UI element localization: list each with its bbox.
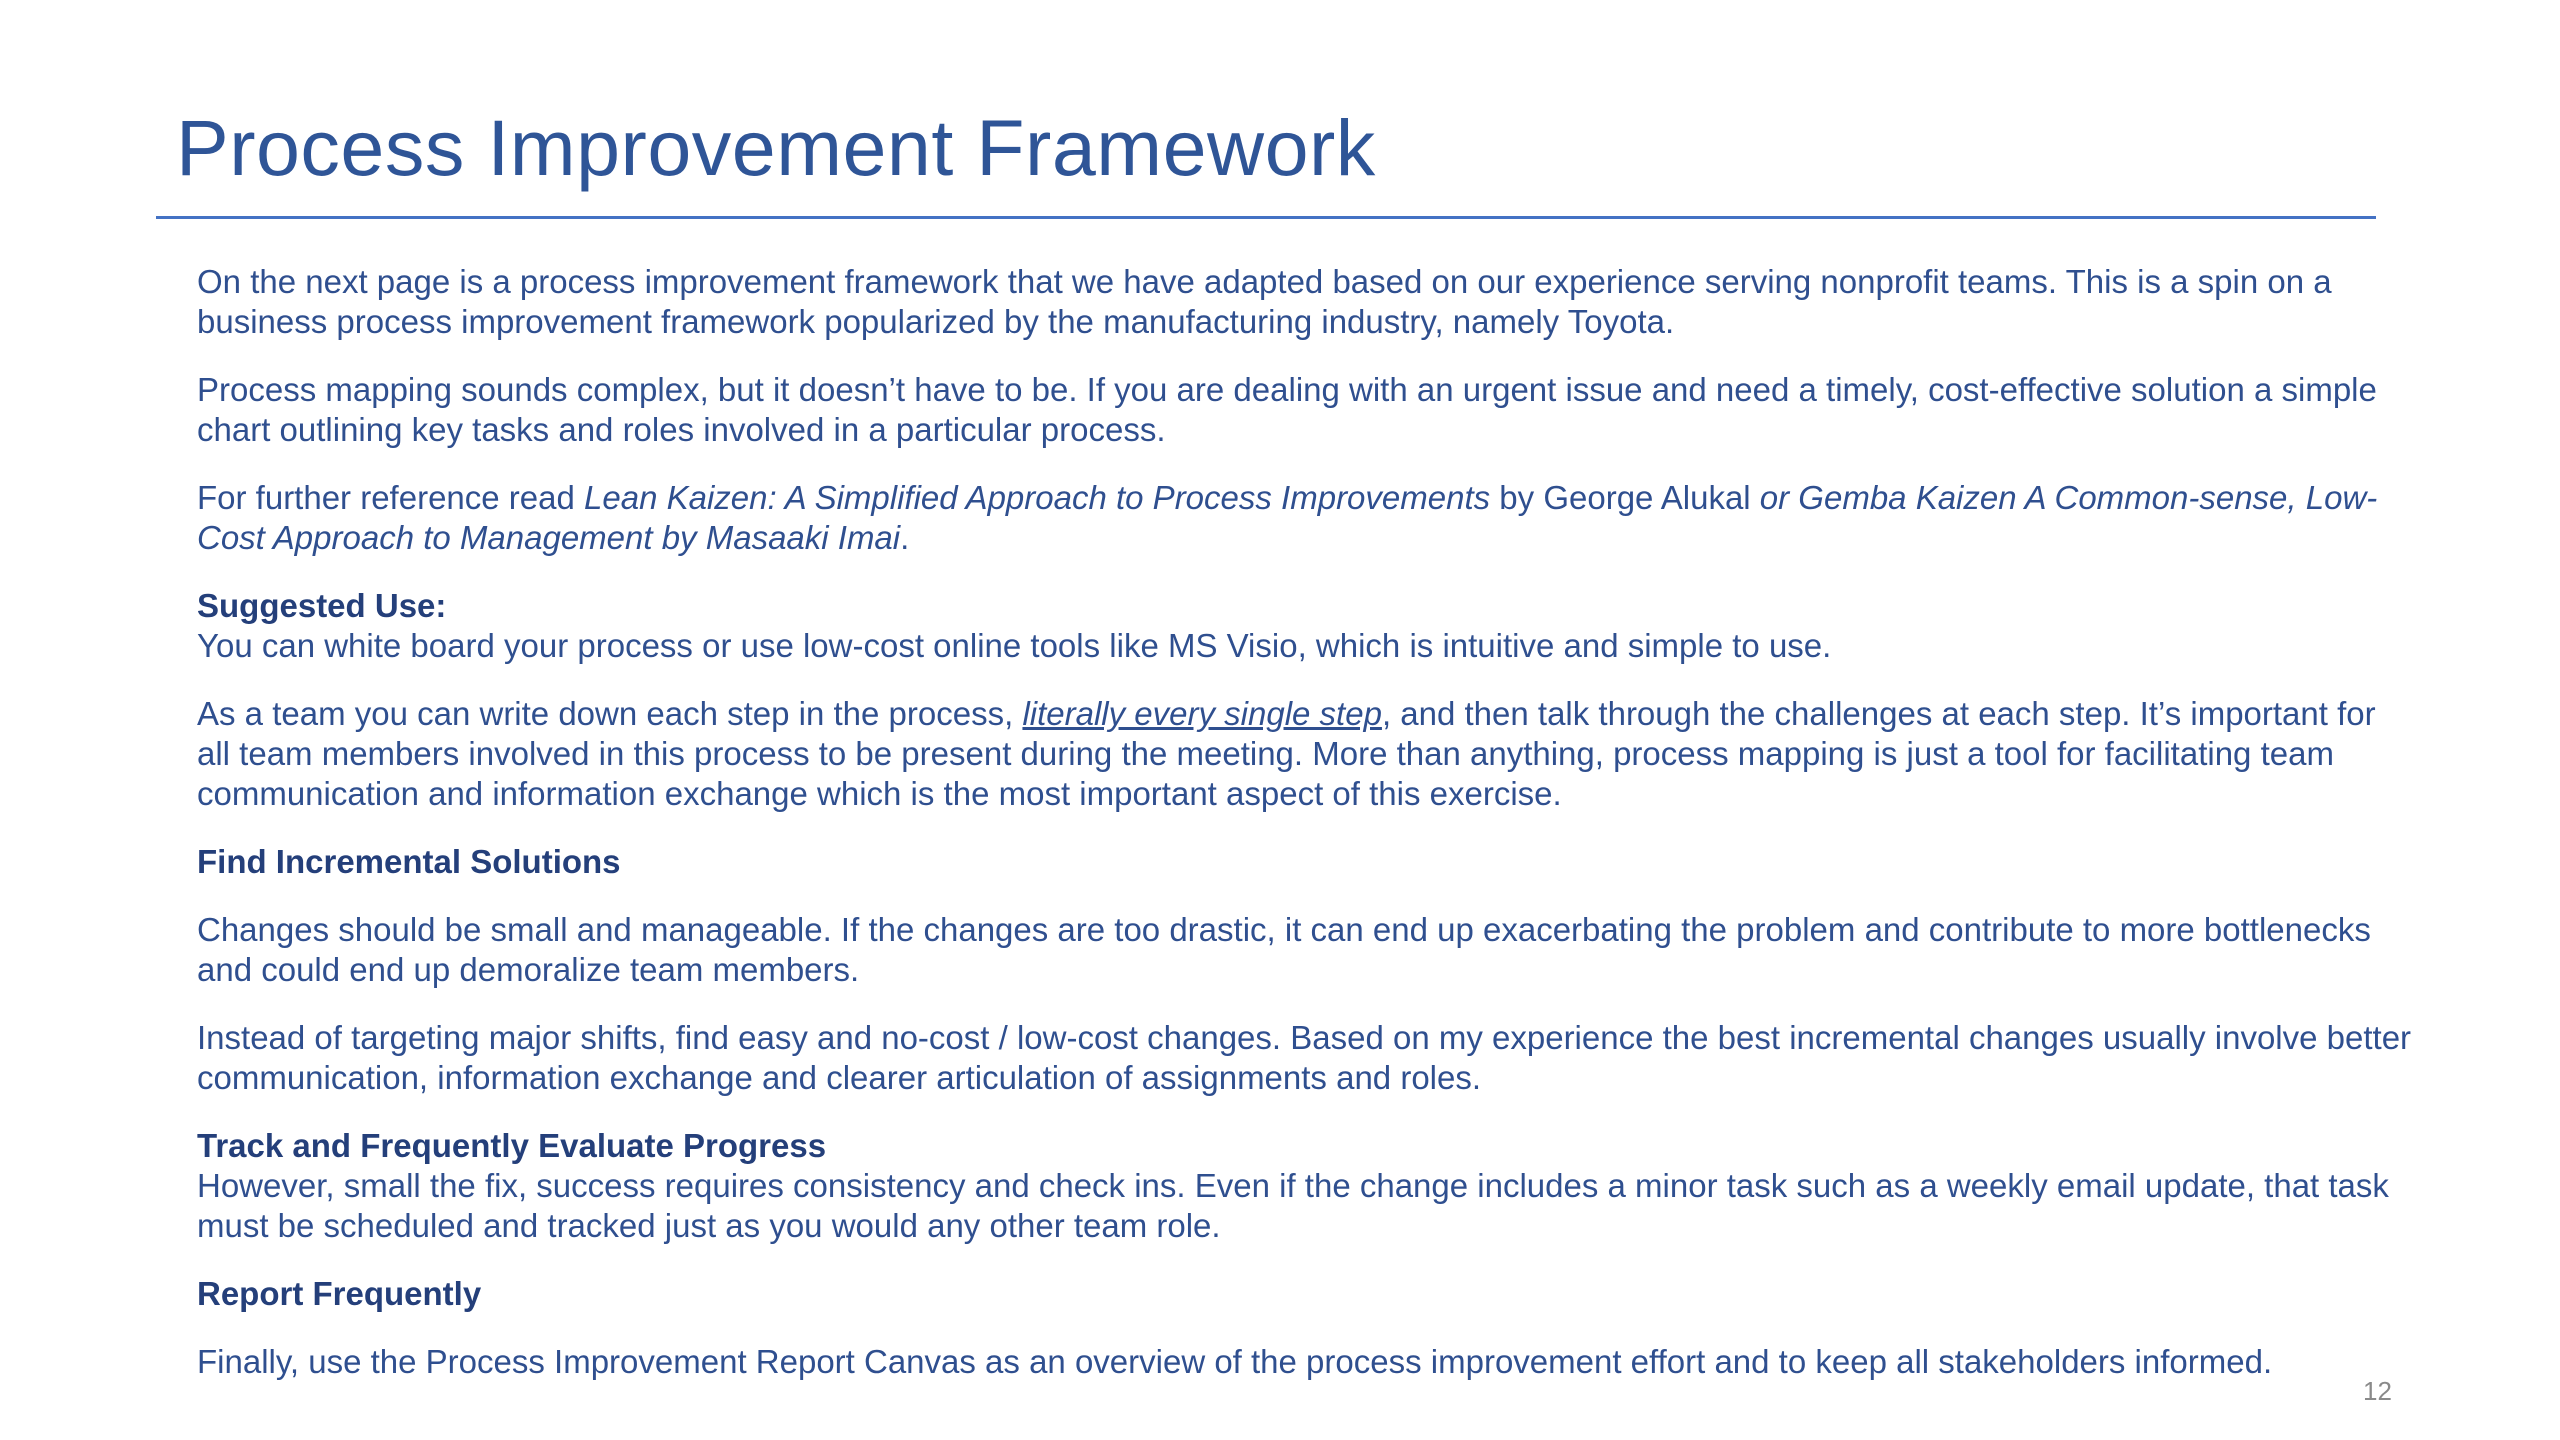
title-divider [156, 216, 2376, 219]
book-title-gemba-kaizen: or Gemba Kaizen A Common-sense, Low- Cost Approach to Management by Masaaki Imai [197, 479, 2378, 556]
track-progress-text: However, small the fix, success requires consistency and check ins. Even if the change includes a minor task such as a weekly email update, that task must be scheduled and tracked just as you would any other team role. [197, 1167, 2389, 1244]
reference-suffix: . [900, 519, 910, 556]
process-mapping-paragraph: Process mapping sounds complex, but it doesn’t have to be. If you are dealing with an urgent issue and need a timely, cost-effective solution a simple chart outlining key tasks and roles involved in a particular process. [197, 371, 2377, 448]
incremental-solutions-heading: Find Incremental Solutions [197, 843, 621, 880]
incremental-paragraph-1: Changes should be small and manageable. If the changes are too drastic, it can end up exacerbating the problem and contribute to more bottlenecks and could end up demoralize team members. [197, 911, 2371, 988]
team-steps-suffix: , and then talk through the challenges at each step. It’s important for all team members involved in this process to be present during the meeting. More than anything, process mapping is just a tool for facilitating team communication and information exchange which is the most important aspect of this exercise. [197, 695, 2376, 812]
reference-prefix: For further reference read [197, 479, 585, 516]
emphasis-every-single-step: literally every single step [1022, 695, 1382, 732]
team-steps-paragraph [197, 694, 2412, 814]
team-steps-prefix: As a team you can write down each step in the process, [197, 695, 1023, 732]
reference-middle: by George Alukal [1490, 479, 1760, 516]
suggested-use-text: You can white board your process or use low-cost online tools like MS Visio, which is intuitive and simple to use. [197, 627, 1832, 664]
suggested-use-section [197, 586, 2412, 666]
track-progress-section [197, 1126, 2412, 1246]
report-frequently-text: Finally, use the Process Improvement Report Canvas as an overview of the process improvement effort and to keep all stakeholders informed. [197, 1343, 2273, 1380]
incremental-paragraph-2: Instead of targeting major shifts, find easy and no-cost / low-cost changes. Based on my experience the best incremental changes usually involve better communication, information exchange and clearer articulation of assignments and roles. [197, 1019, 2412, 1096]
slide-title: Process Improvement Framework [176, 103, 1376, 192]
book-title-lean-kaizen: Lean Kaizen: A Simplified Approach to Process Improvements [584, 479, 1491, 516]
track-progress-heading: Track and Frequently Evaluate Progress [197, 1127, 827, 1164]
slide-body [197, 262, 2412, 1382]
page-number: 12 [2363, 1376, 2392, 1406]
suggested-use-heading: Suggested Use: [197, 587, 447, 624]
report-frequently-heading: Report Frequently [197, 1275, 482, 1312]
intro-paragraph: On the next page is a process improvement framework that we have adapted based on our experience serving nonprofit teams. This is a spin on a business process improvement framework popularized by the manufacturing industry, namely Toyota. [197, 263, 2332, 340]
further-reference-paragraph [197, 478, 2412, 558]
